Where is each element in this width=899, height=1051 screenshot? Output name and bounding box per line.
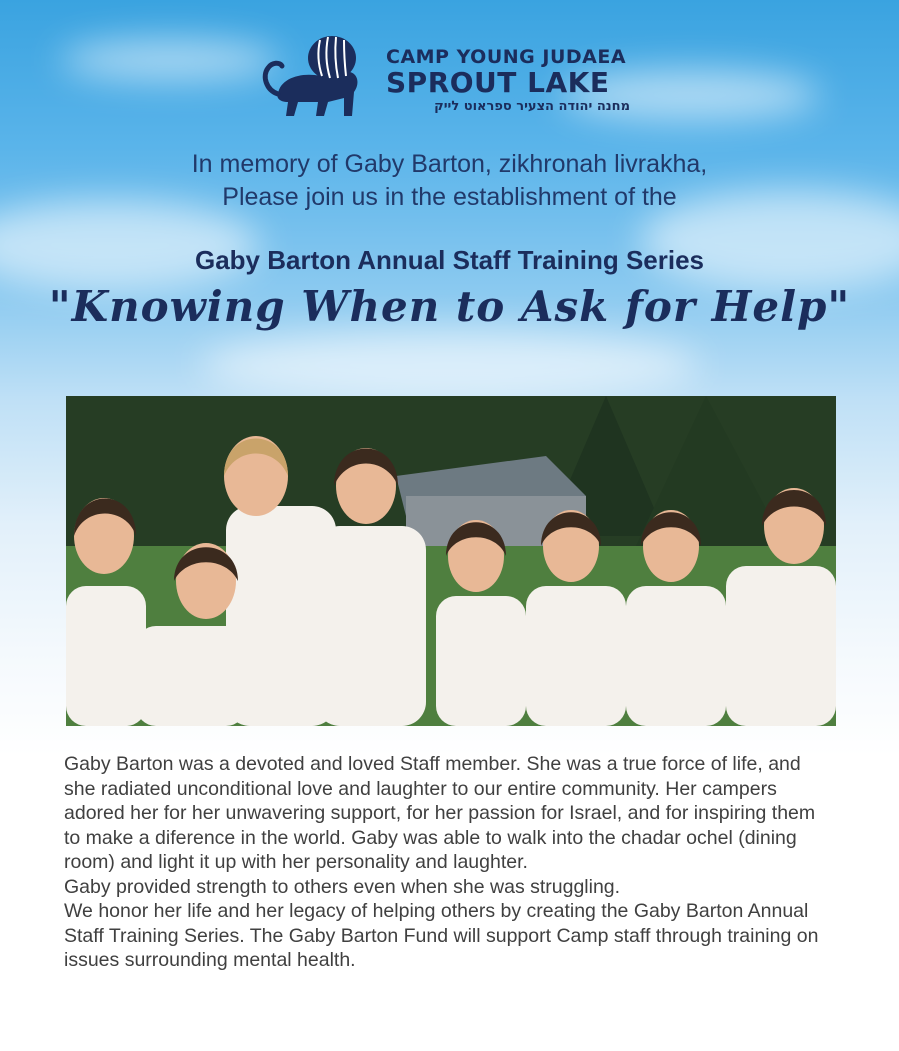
logo-title-line1: CAMP YOUNG JUDAEA (386, 46, 627, 68)
lion-icon (258, 32, 370, 124)
logo-title-line2: SPROUT LAKE (386, 66, 610, 99)
cloud-decoration (60, 40, 280, 80)
body-paragraph: Gaby Barton was a devoted and loved Staff member. She was a true force of life, and she radiated unconditional love and laughter to our entire community. Her campers adored her for her unwavering support, for her passion for Israel, and for inspiring them to make a diference in the world. Gaby was able to walk into the chadar ochel (dining room) and light it up with her personality and laughter. (64, 753, 816, 873)
logo-hebrew-line: מחנה יהודה הצעיר ספראוט לייק (434, 99, 630, 114)
camp-group-photo (66, 396, 836, 726)
memorial-line-2: Please join us in the establishment of the (222, 183, 677, 211)
cloud-decoration (200, 330, 700, 400)
body-paragraph: Gaby provided strength to others even when she was struggling. (64, 875, 621, 898)
memorial-body (64, 752, 824, 973)
body-paragraph: We honor her life and her legacy of helping others by creating the Gaby Barton Annual Staff Training Series. The Gaby Barton Fund will support Camp staff through training on issues surrounding mental health. (64, 900, 819, 971)
series-title: Gaby Barton Annual Staff Training Series (194, 245, 705, 275)
camp-logo[interactable] (258, 32, 638, 124)
series-tagline: "Knowing When to Ask for Help" (48, 282, 851, 331)
memorial-line-1: In memory of Gaby Barton, zikhronah livrakha, (191, 150, 708, 178)
memorial-intro (0, 148, 899, 214)
